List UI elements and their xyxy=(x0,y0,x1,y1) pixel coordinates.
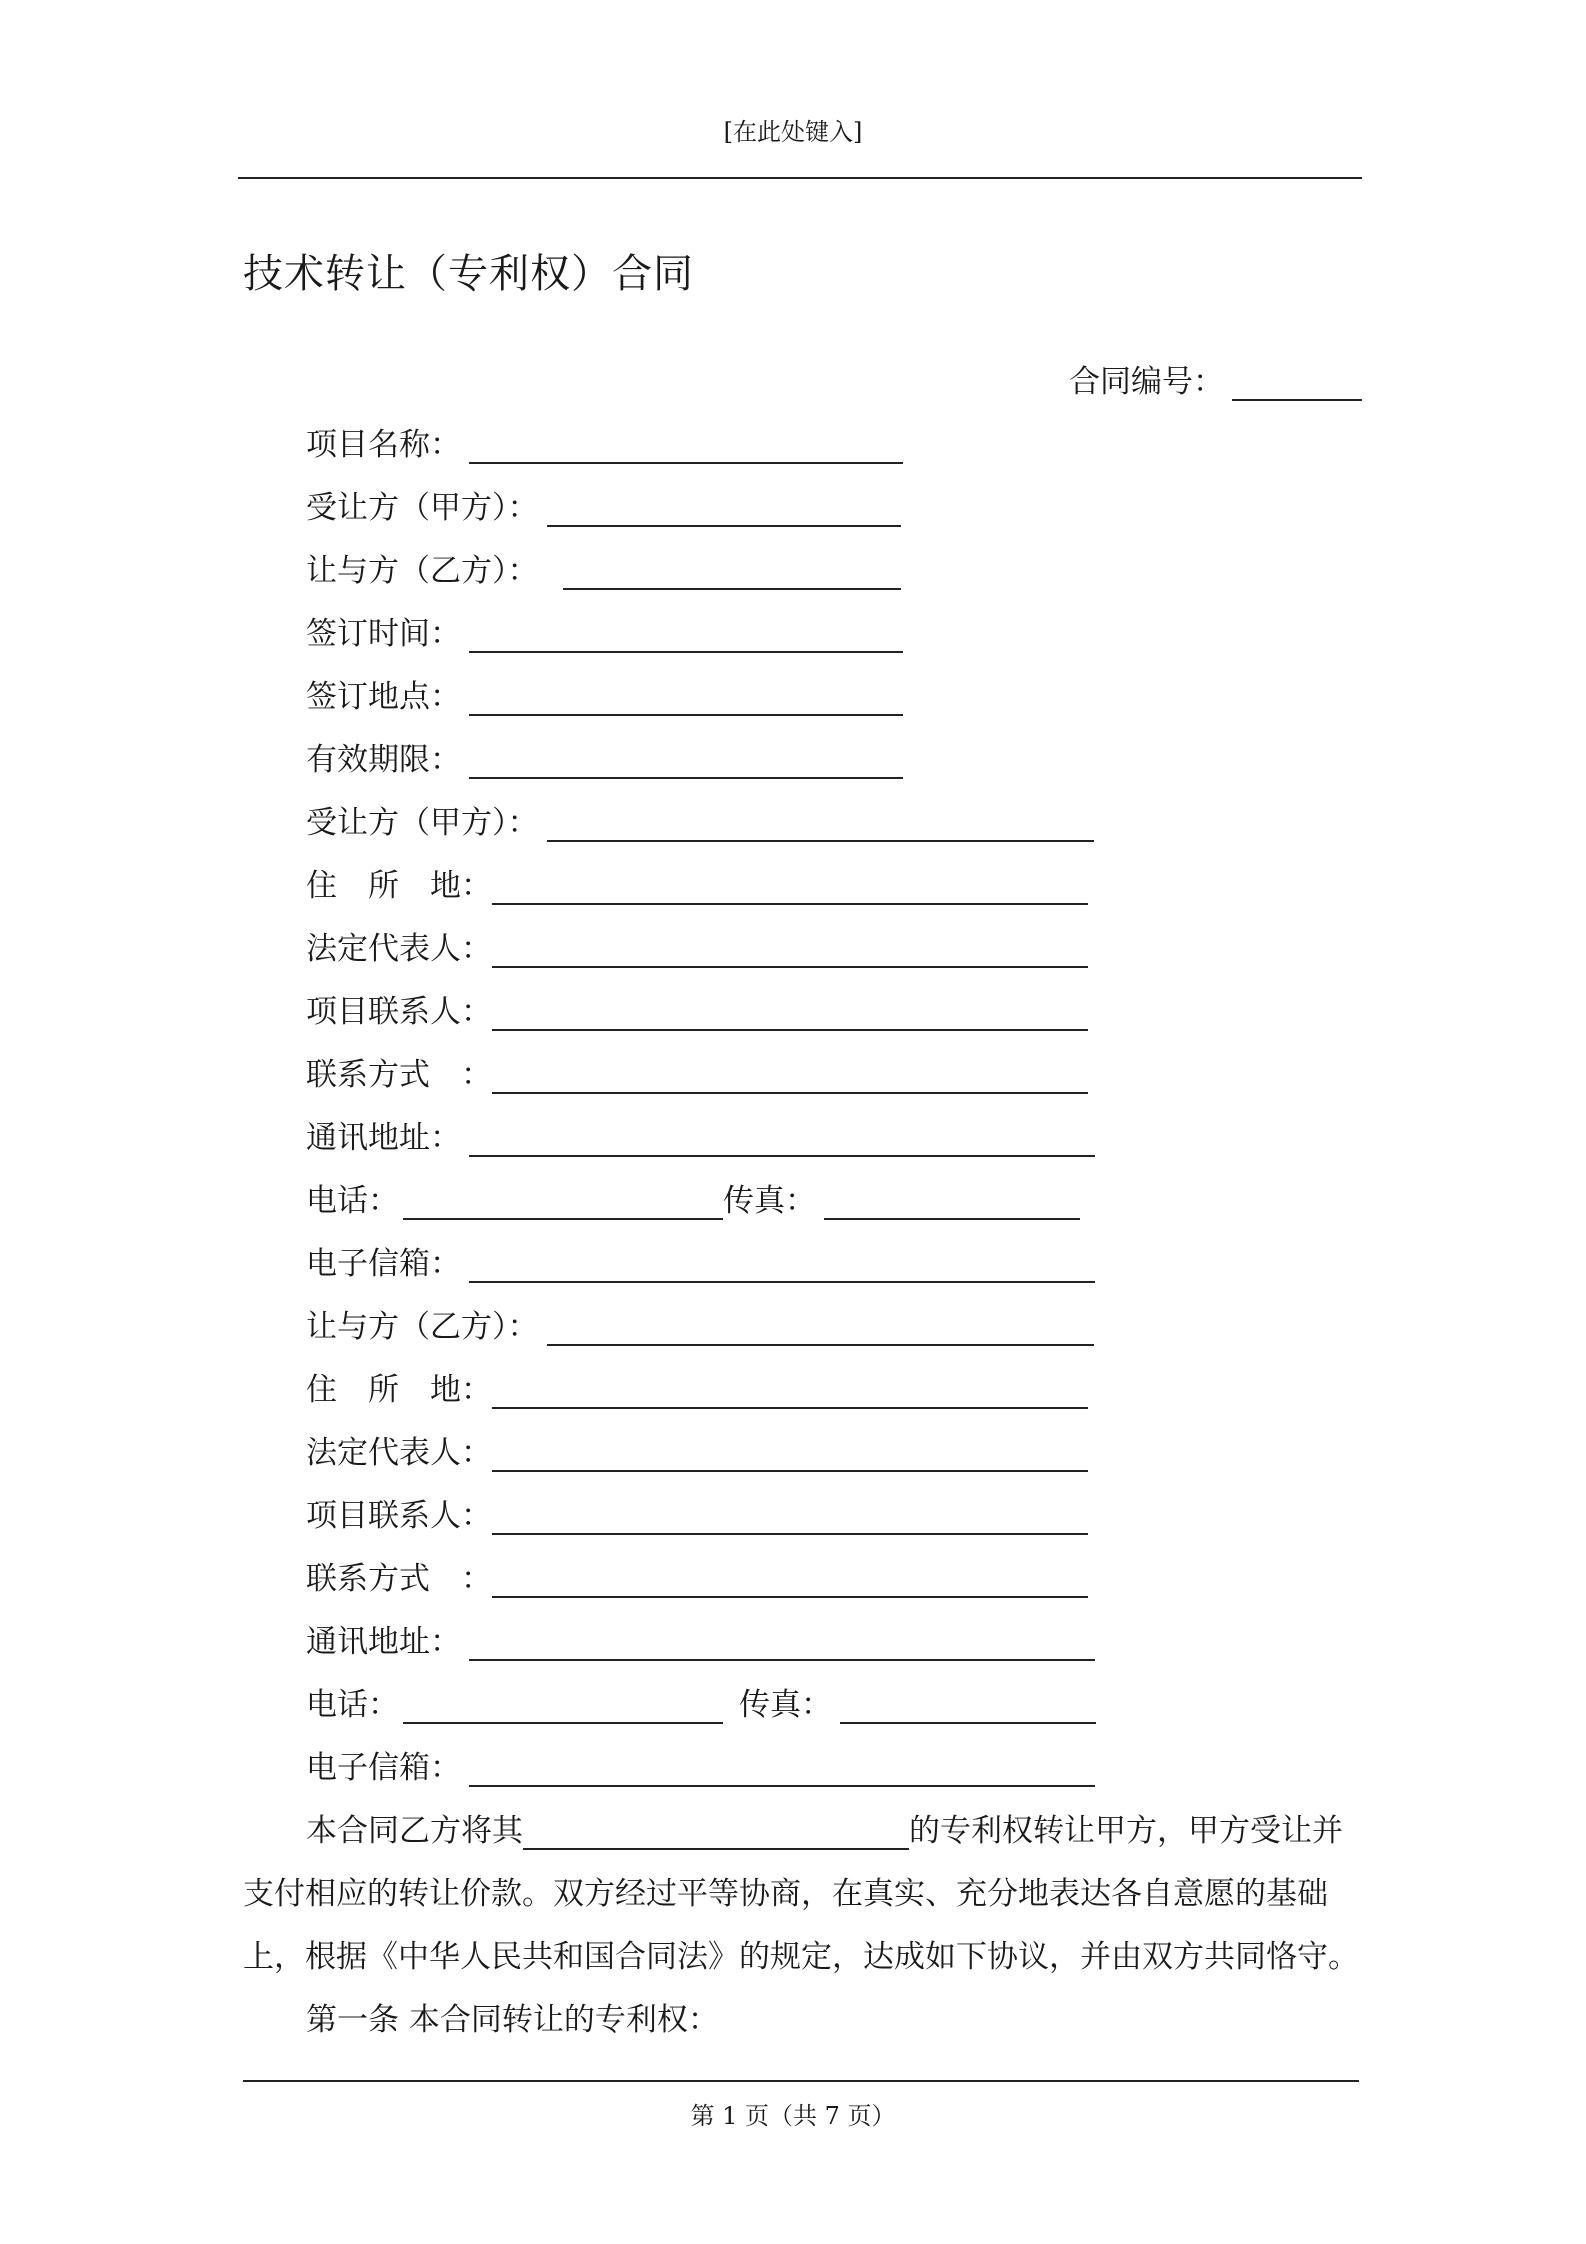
fill-blank[interactable] xyxy=(824,1178,1080,1220)
body-text: 的专利权转让甲方，甲方受让并 xyxy=(909,1813,1343,1849)
party-b-contact-person xyxy=(306,1491,1088,1535)
footer-divider xyxy=(243,2080,1359,2082)
field-label: 传真： xyxy=(723,1183,816,1219)
party-b-legal-rep xyxy=(306,1428,1088,1472)
field-party-b xyxy=(306,546,901,590)
header-divider xyxy=(238,177,1362,179)
contract-number-label: 合同编号： xyxy=(1069,364,1224,400)
field-label: 项目联系人： xyxy=(306,1498,492,1534)
party-b-contact-method xyxy=(306,1554,1088,1598)
fill-blank[interactable] xyxy=(492,1430,1088,1472)
article-1-heading: 第一条 本合同转让的专利权： xyxy=(306,2002,719,2038)
party-a-contact-person xyxy=(306,987,1088,1031)
fill-blank[interactable] xyxy=(469,737,903,779)
party-b-heading xyxy=(306,1302,1094,1346)
field-label: 有效期限： xyxy=(306,742,461,778)
fill-blank[interactable] xyxy=(469,1115,1095,1157)
fill-blank[interactable] xyxy=(469,611,903,653)
field-label: 项目名称： xyxy=(306,427,461,463)
field-label: 通讯地址： xyxy=(306,1120,461,1156)
party-b-email xyxy=(306,1743,1095,1787)
fill-blank[interactable] xyxy=(547,1304,1094,1346)
field-label: 受让方（甲方）： xyxy=(306,805,539,841)
party-b-address xyxy=(306,1365,1088,1409)
fill-blank[interactable] xyxy=(492,1493,1088,1535)
fill-blank[interactable] xyxy=(403,1178,723,1220)
fill-blank[interactable] xyxy=(840,1682,1096,1724)
field-label: 法定代表人： xyxy=(306,931,492,967)
fill-blank[interactable] xyxy=(523,1808,909,1850)
fill-blank[interactable] xyxy=(469,1619,1095,1661)
field-label: 通讯地址： xyxy=(306,1624,461,1660)
fill-blank[interactable] xyxy=(492,1052,1088,1094)
field-label: 项目联系人： xyxy=(306,994,492,1030)
fill-blank[interactable] xyxy=(403,1682,723,1724)
fill-blank[interactable] xyxy=(469,1241,1095,1283)
field-label: 传真： xyxy=(739,1687,832,1723)
field-label: 签订地点： xyxy=(306,679,461,715)
contract-number-blank[interactable] xyxy=(1232,363,1362,401)
fill-blank[interactable] xyxy=(492,989,1088,1031)
field-valid-period xyxy=(306,735,903,779)
field-label: 电子信箱： xyxy=(306,1750,461,1786)
fill-blank[interactable] xyxy=(547,800,1094,842)
party-a-mail-address xyxy=(306,1113,1095,1157)
field-label: 联系方式 ： xyxy=(306,1561,492,1597)
party-b-mail-address xyxy=(306,1617,1095,1661)
fill-blank[interactable] xyxy=(547,485,901,527)
fill-blank[interactable] xyxy=(469,674,903,716)
field-party-a xyxy=(306,483,901,527)
party-a-address xyxy=(306,861,1088,905)
party-b-phone-fax xyxy=(306,1680,1096,1724)
field-label: 住 所 地： xyxy=(306,868,492,904)
field-sign-place xyxy=(306,672,903,716)
fill-blank[interactable] xyxy=(492,1556,1088,1598)
field-label: 电话： xyxy=(306,1183,399,1219)
body-text: 本合同乙方将其 xyxy=(306,1813,523,1849)
party-a-email xyxy=(306,1239,1095,1283)
field-label: 法定代表人： xyxy=(306,1435,492,1471)
field-label: 让与方（乙方）： xyxy=(306,1309,539,1345)
page-header: [在此处键入] xyxy=(723,118,863,146)
field-label: 住 所 地： xyxy=(306,1372,492,1408)
party-a-legal-rep xyxy=(306,924,1088,968)
party-a-phone-fax xyxy=(306,1176,1080,1220)
document-title: 技术转让（专利权）合同 xyxy=(243,251,694,297)
contract-number xyxy=(1069,356,1362,401)
field-label: 签订时间： xyxy=(306,616,461,652)
fill-blank[interactable] xyxy=(492,926,1088,968)
body-line-1 xyxy=(306,1806,1343,1850)
field-label: 电子信箱： xyxy=(306,1246,461,1282)
fill-blank[interactable] xyxy=(563,548,901,590)
party-a-heading xyxy=(306,798,1094,842)
body-line-3: 上，根据《中华人民共和国合同法》的规定，达成如下协议，并由双方共同恪守。 xyxy=(243,1939,1359,1975)
fill-blank[interactable] xyxy=(469,422,903,464)
fill-blank[interactable] xyxy=(492,1367,1088,1409)
field-label: 电话： xyxy=(306,1687,399,1723)
field-label: 让与方（乙方）： xyxy=(306,553,539,589)
field-label: 联系方式 ： xyxy=(306,1057,492,1093)
party-a-contact-method xyxy=(306,1050,1088,1094)
fill-blank[interactable] xyxy=(492,863,1088,905)
body-line-2: 支付相应的转让价款。双方经过平等协商，在真实、充分地表达各自意愿的基础 xyxy=(243,1876,1328,1912)
field-label: 受让方（甲方）： xyxy=(306,490,539,526)
field-sign-time xyxy=(306,609,903,653)
fill-blank[interactable] xyxy=(469,1745,1095,1787)
field-project-name xyxy=(306,420,903,464)
page-footer: 第 1 页（共 7 页） xyxy=(690,2102,896,2130)
